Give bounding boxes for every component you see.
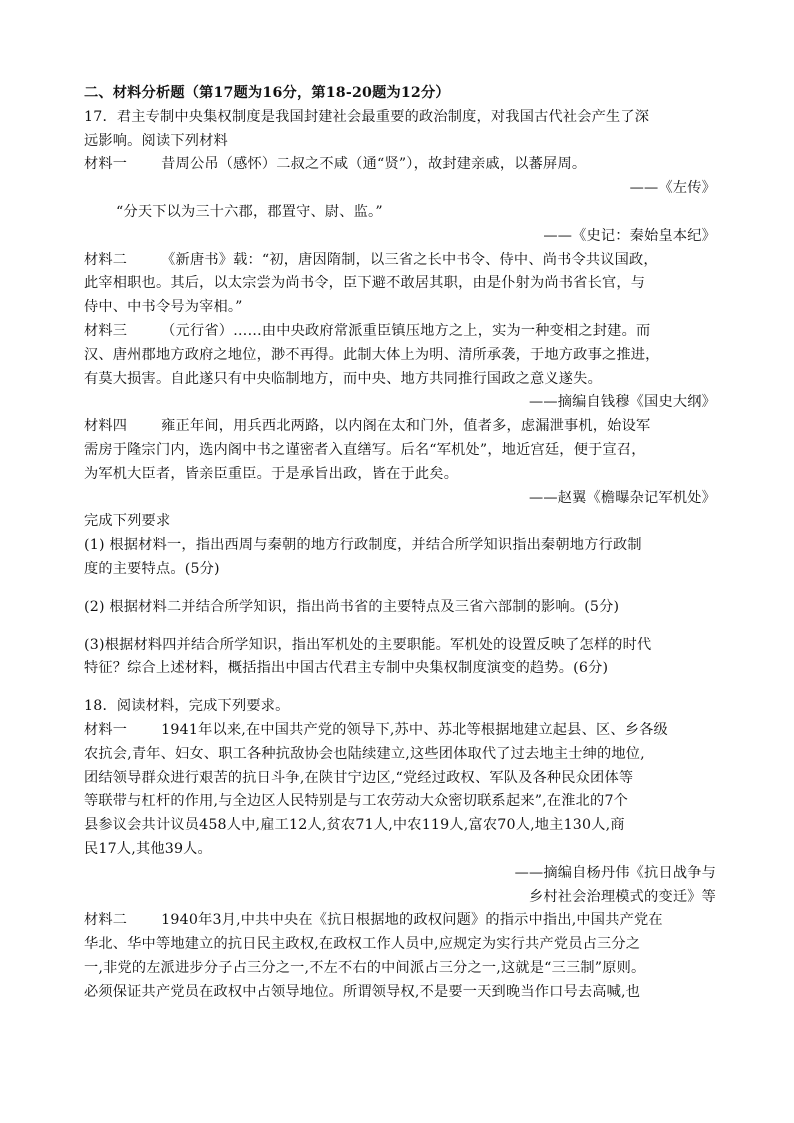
material-text: 昔周公吊（感怀）二叔之不咸（通“贤”），故封建亲戚，以蕃屏周。 xyxy=(161,156,587,173)
q17-m3-source: ——摘编自钱穆《国史大纲》 xyxy=(528,394,716,411)
q17-m1-source: ——《左传》 xyxy=(629,180,716,197)
q18-stem: 18．阅读材料，完成下列要求。 xyxy=(84,698,290,715)
section-heading: 二、材料分析题（第17题为16分，第18-20题为12分） xyxy=(84,85,450,101)
q17-m2-line-2: 此宰相职也。其后，以太宗尝为尚书令，臣下避不敢居其职，由是仆射为尚书省长官，与 xyxy=(84,275,646,292)
q18-m1-line-3: 团结领导群众进行艰苦的抗日斗争,在陕甘宁边区,“党经过政权、军队及各种民众团体等 xyxy=(84,769,634,786)
q18-material-2 xyxy=(84,909,716,933)
material-text: （元行省）……由中央政府常派重臣镇压地方之上，实为一种变相之封建。而 xyxy=(161,322,651,339)
q17-m4-line-3: 为军机大臣者，皆亲臣重臣。于是承旨出政，皆在于此矣。 xyxy=(84,465,459,482)
material-label: 材料四 xyxy=(84,418,128,435)
q18-m1-line-6: 民17人,其他39人。 xyxy=(84,840,212,857)
q18-m1-line-5: 县参议会共计议员458人中,雇工12人,贫农71人,中农119人,富农70人,地主130人,商 xyxy=(84,817,625,834)
material-text: 雍正年间，用兵西北两路，以内阁在太和门外，值者多，虑漏泄事机，始设军 xyxy=(161,418,651,435)
material-label: 材料一 xyxy=(84,721,128,738)
material-label: 材料三 xyxy=(84,322,128,339)
q17-sub1-line-2: 度的主要特点。(5分) xyxy=(84,560,220,577)
q18-m2-line-4: 必须保证共产党员在政权中占领导地位。所谓领导权,不是要一天到晚当作口号去高喊,也 xyxy=(84,983,641,1000)
q17-m1-source2: ——《史记：秦始皇本纪》 xyxy=(543,227,716,244)
q17-requirements: 完成下列要求 xyxy=(84,513,171,530)
q17-m2-line-3: 侍中、中书令号为宰相。” xyxy=(84,299,243,316)
material-label: 材料一 xyxy=(84,156,128,173)
q17-m4-source: ——赵翼《檐曝杂记军机处》 xyxy=(528,489,716,506)
q18-m2-line-3: 一,非党的左派进步分子占三分之一,不左不右的中间派占三分之一,这就是“三三制”原则。 xyxy=(84,959,646,976)
q17-sub3-line-1: (3)根据材料四并结合所学知识，指出军机处的主要职能。军机处的设置反映了怎样的时代 xyxy=(84,636,652,653)
material-text: 1941年以来,在中国共产党的领导下,苏中、苏北等根据地建立起县、区、乡各级 xyxy=(161,721,668,738)
q17-material-1 xyxy=(84,153,716,177)
q17-sub1-line-1: (1) 根据材料一，指出西周与秦朝的地方行政制度，并结合所学知识指出秦朝地方行政制 xyxy=(84,537,642,554)
q17-m1-quote2: “分天下以为三十六郡，郡置守、尉、监。” xyxy=(116,203,383,220)
q17-m4-line-2: 需房于隆宗门内，选内阁中书之谨密者入直缮写。后名“军机处”，地近宫廷，便于宣召， xyxy=(84,441,646,458)
q18-m1-source-1: ——摘编自杨丹伟《抗日战争与 xyxy=(514,864,716,881)
q18-m1-source-2: 乡村社会治理模式的变迁》等 xyxy=(528,888,716,905)
q17-sub3-line-2: 特征？综合上述材料，概括指出中国古代君主专制中央集权制度演变的趋势。(6分) xyxy=(84,660,609,677)
q17-m3-line-2: 汉、唐州郡地方政府之地位，渺不再得。此制大体上为明、清所承袭，于地方政事之推进， xyxy=(84,346,660,363)
exam-page xyxy=(84,82,716,1004)
q18-m1-line-2: 农抗会,青年、妇女、职工各种抗敌协会也陆续建立,这些团体取代了过去地主士绅的地位, xyxy=(84,745,645,762)
material-text: 《新唐书》载：“初，唐因隋制，以三省之长中书令、侍中、尚书令共议国政， xyxy=(161,251,658,268)
material-label: 材料二 xyxy=(84,251,128,268)
material-label: 材料二 xyxy=(84,912,128,929)
q17-material-2 xyxy=(84,249,716,273)
q18-m2-line-2: 华北、华中等地建立的抗日民主政权,在政权工作人员中,应规定为实行共产党员占三分之 xyxy=(84,936,641,953)
q17-stem-line-1: 17．君主专制中央集权制度是我国封建社会最重要的政治制度，对我国古代社会产生了深 xyxy=(84,108,650,125)
q17-sub2: (2) 根据材料二并结合所学知识，指出尚书省的主要特点及三省六部制的影响。(5分) xyxy=(84,598,620,615)
q18-material-1 xyxy=(84,719,716,743)
q17-material-4 xyxy=(84,415,716,439)
q17-material-3 xyxy=(84,320,716,344)
q17-stem-line-2: 远影响。阅读下列材料 xyxy=(84,132,228,149)
q17-m3-line-3: 有莫大损害。自此遂只有中央临制地方，而中央、地方共同推行国政之意义遂失。 xyxy=(84,370,602,387)
material-text: 1940年3月,中共中央在《抗日根据地的政权问题》的指示中指出,中国共产党在 xyxy=(161,912,663,929)
q18-m1-line-4: 等联带与杠杆的作用,与全边区人民特别是与工农劳动大众密切联系起来”,在淮北的7个 xyxy=(84,793,629,810)
